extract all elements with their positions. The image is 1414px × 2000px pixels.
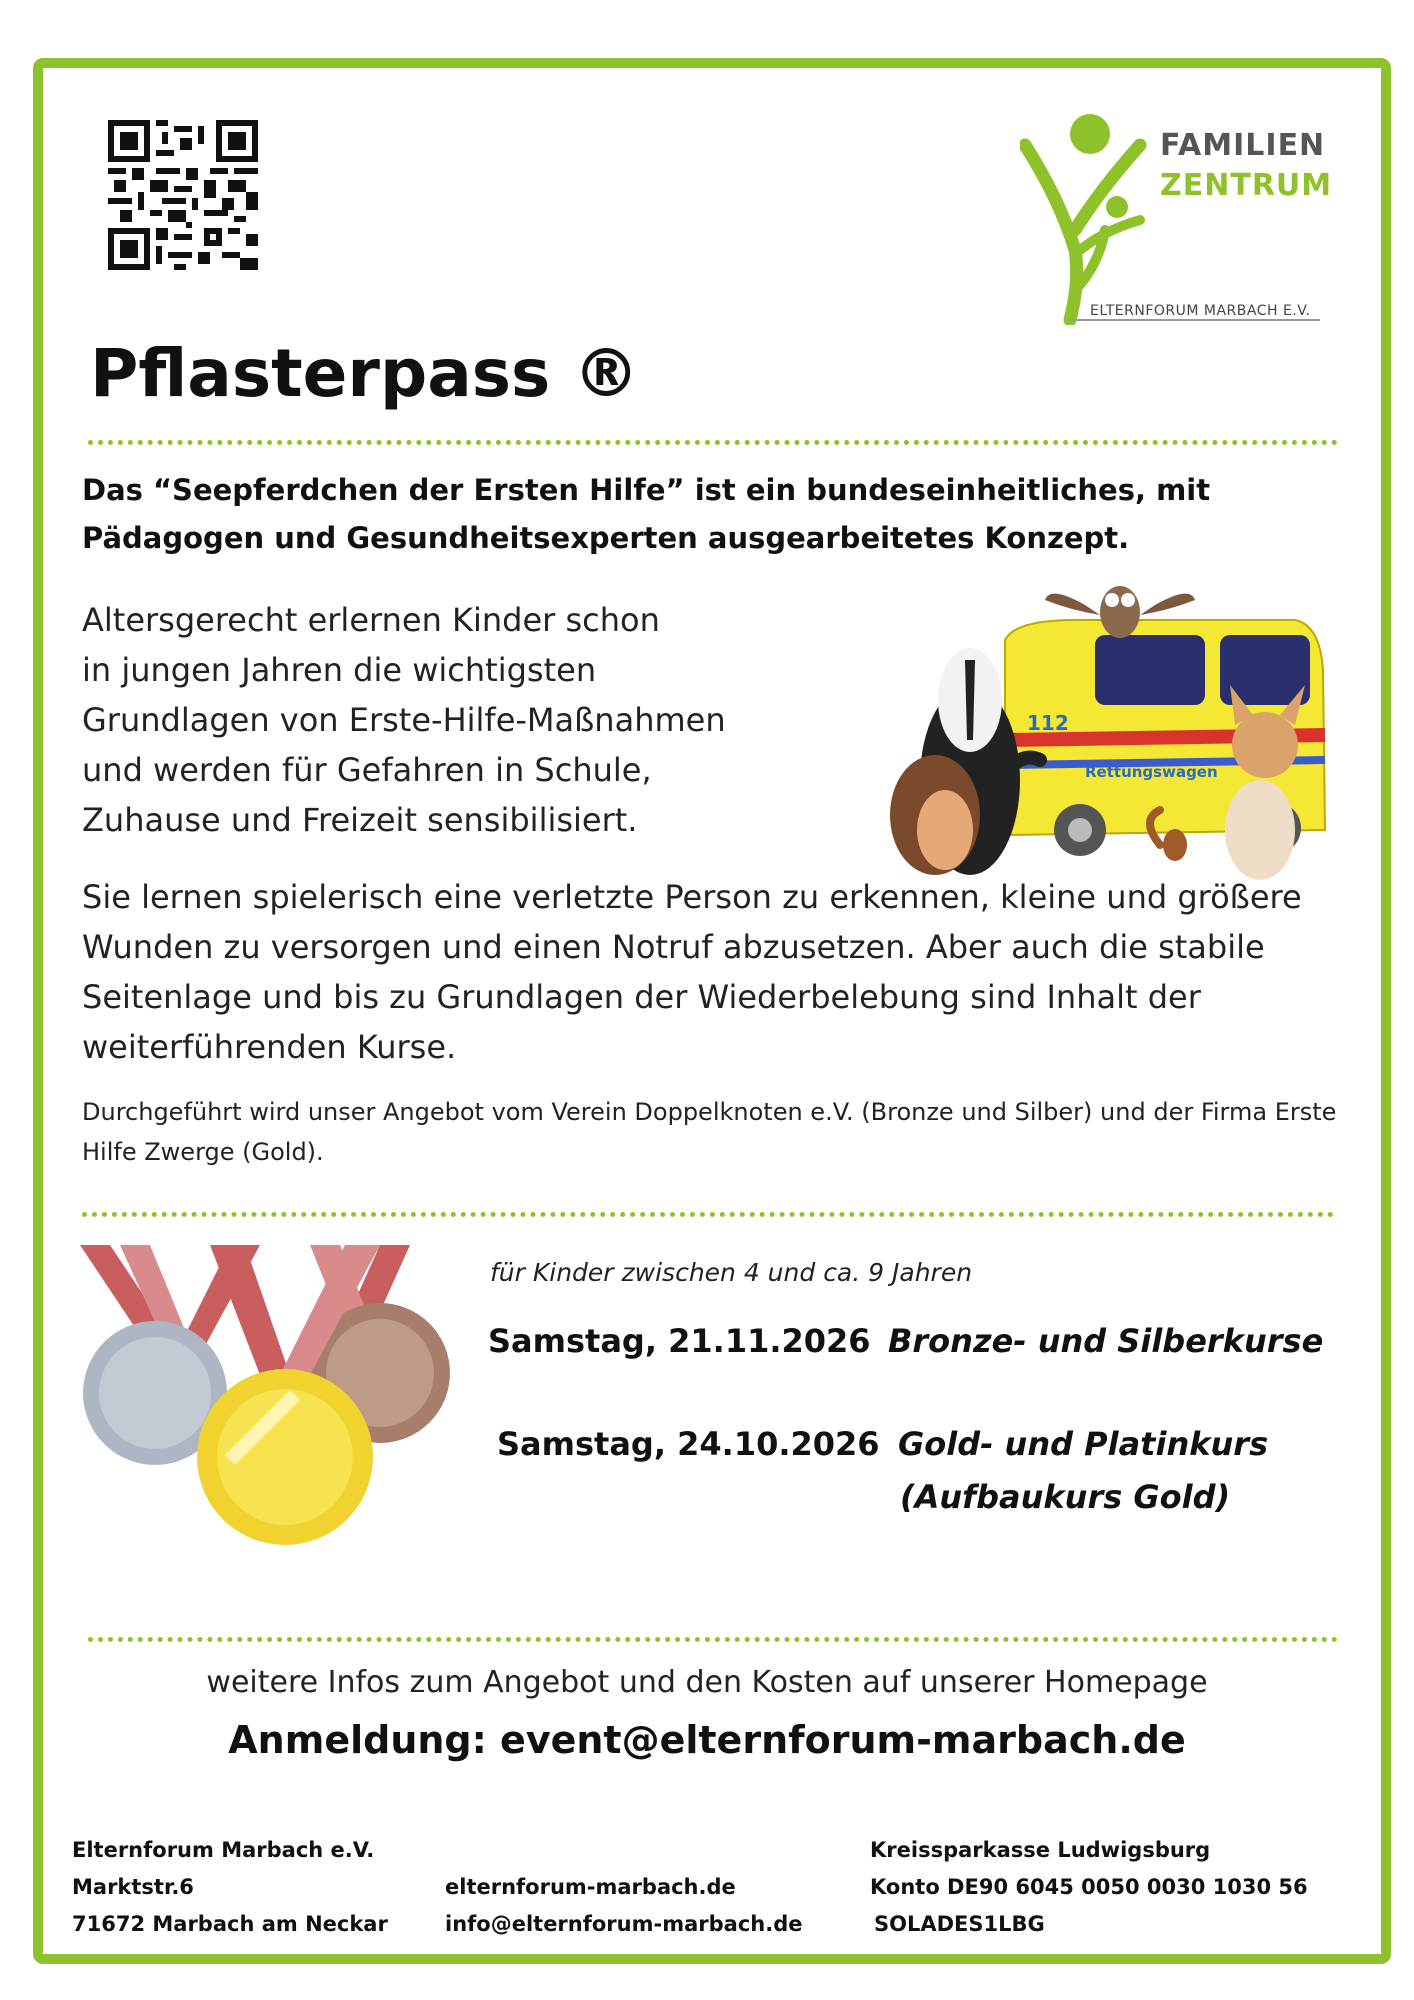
page-title: Pflasterpass ® [90,335,640,412]
course-date-2: Samstag, 24.10.2026 [497,1425,880,1463]
footer-bank-name: Kreissparkasse Ludwigsburg [870,1838,1211,1862]
body-paragraph-1 [82,595,842,845]
footer-website[interactable]: elternforum-marbach.de [445,1875,736,1899]
course-date-1: Samstag, 21.11.2026 [488,1322,871,1360]
footer-bank [870,1832,1308,1943]
footer-account: Konto DE90 6045 0050 0030 1030 56 [870,1875,1308,1899]
body-paragraph-2: Sie lernen spielerisch eine verletzte Person zu erkennen, kleine und größere Wunden zu versorgen und einen Notruf abzusetzen. Aber auch die stabile Seitenlage und bis zu Grundlagen der Wiederbelebung sind Inhalt der weiterführenden Kurse. [82,878,1302,1066]
logo-text-familien: FAMILIEN [1160,128,1326,163]
body1-line: und werden für Gefahren in Schule, [82,751,652,789]
footer-bic: SOLADES1LBG [874,1912,1045,1936]
footer-street: Marktstr.6 [72,1875,194,1899]
divider-3 [88,1637,1338,1642]
body1-line: Grundlagen von Erste-Hilfe-Maßnahmen [82,701,726,739]
footer-contact [445,1869,802,1943]
ambulance-animals-illustration [875,580,1340,890]
van-label: Rettungswagen [1085,763,1218,781]
van-number: 112 [1027,711,1069,735]
medals-illustration [80,1245,470,1555]
footer-org-name: Elternforum Marbach e.V. [72,1838,375,1862]
body1-line: Zuhause und Freizeit sensibilisiert. [82,801,638,839]
course-name-2-sub: (Aufbaukurs Gold) [900,1478,1231,1516]
footer-email[interactable]: info@elternforum-marbach.de [445,1912,803,1936]
providers-text: Durchgeführt wird unser Angebot vom Verein Doppelknoten e.V. (Bronze und Silber) und der Firma Erste Hilfe Zwerge (Gold). [82,1098,1337,1166]
body1-line: in jungen Jahren die wichtigsten [82,651,597,689]
footer-city: 71672 Marbach am Neckar [72,1912,388,1936]
intro-text: Das “Seepferdchen der Ersten Hilfe” ist ein bundeseinheitliches, mit Pädagogen und Gesundheitsexperten ausgearbeitetes Konzept. [82,473,1211,555]
divider-1 [88,440,1338,445]
course-name-2: Gold- und Platinkurs [898,1425,1269,1463]
qr-code[interactable] [108,120,258,270]
signup-email[interactable]: Anmeldung: event@elternforum-marbach.de [228,1718,1186,1762]
course-name-1: Bronze- und Silberkurse [888,1322,1324,1360]
more-info-text: weitere Infos zum Angebot und den Kosten auf unserer Homepage [206,1665,1208,1700]
logo-text-zentrum: ZENTRUM [1160,168,1333,203]
footer-address [72,1832,388,1943]
age-info: für Kinder zwischen 4 und ca. 9 Jahren [490,1258,973,1287]
logo-subtitle: ELTERNFORUM MARBACH E.V. [1090,303,1311,319]
body1-line: Altersgerecht erlernen Kinder schon [82,601,660,639]
divider-2 [82,1212,1334,1217]
